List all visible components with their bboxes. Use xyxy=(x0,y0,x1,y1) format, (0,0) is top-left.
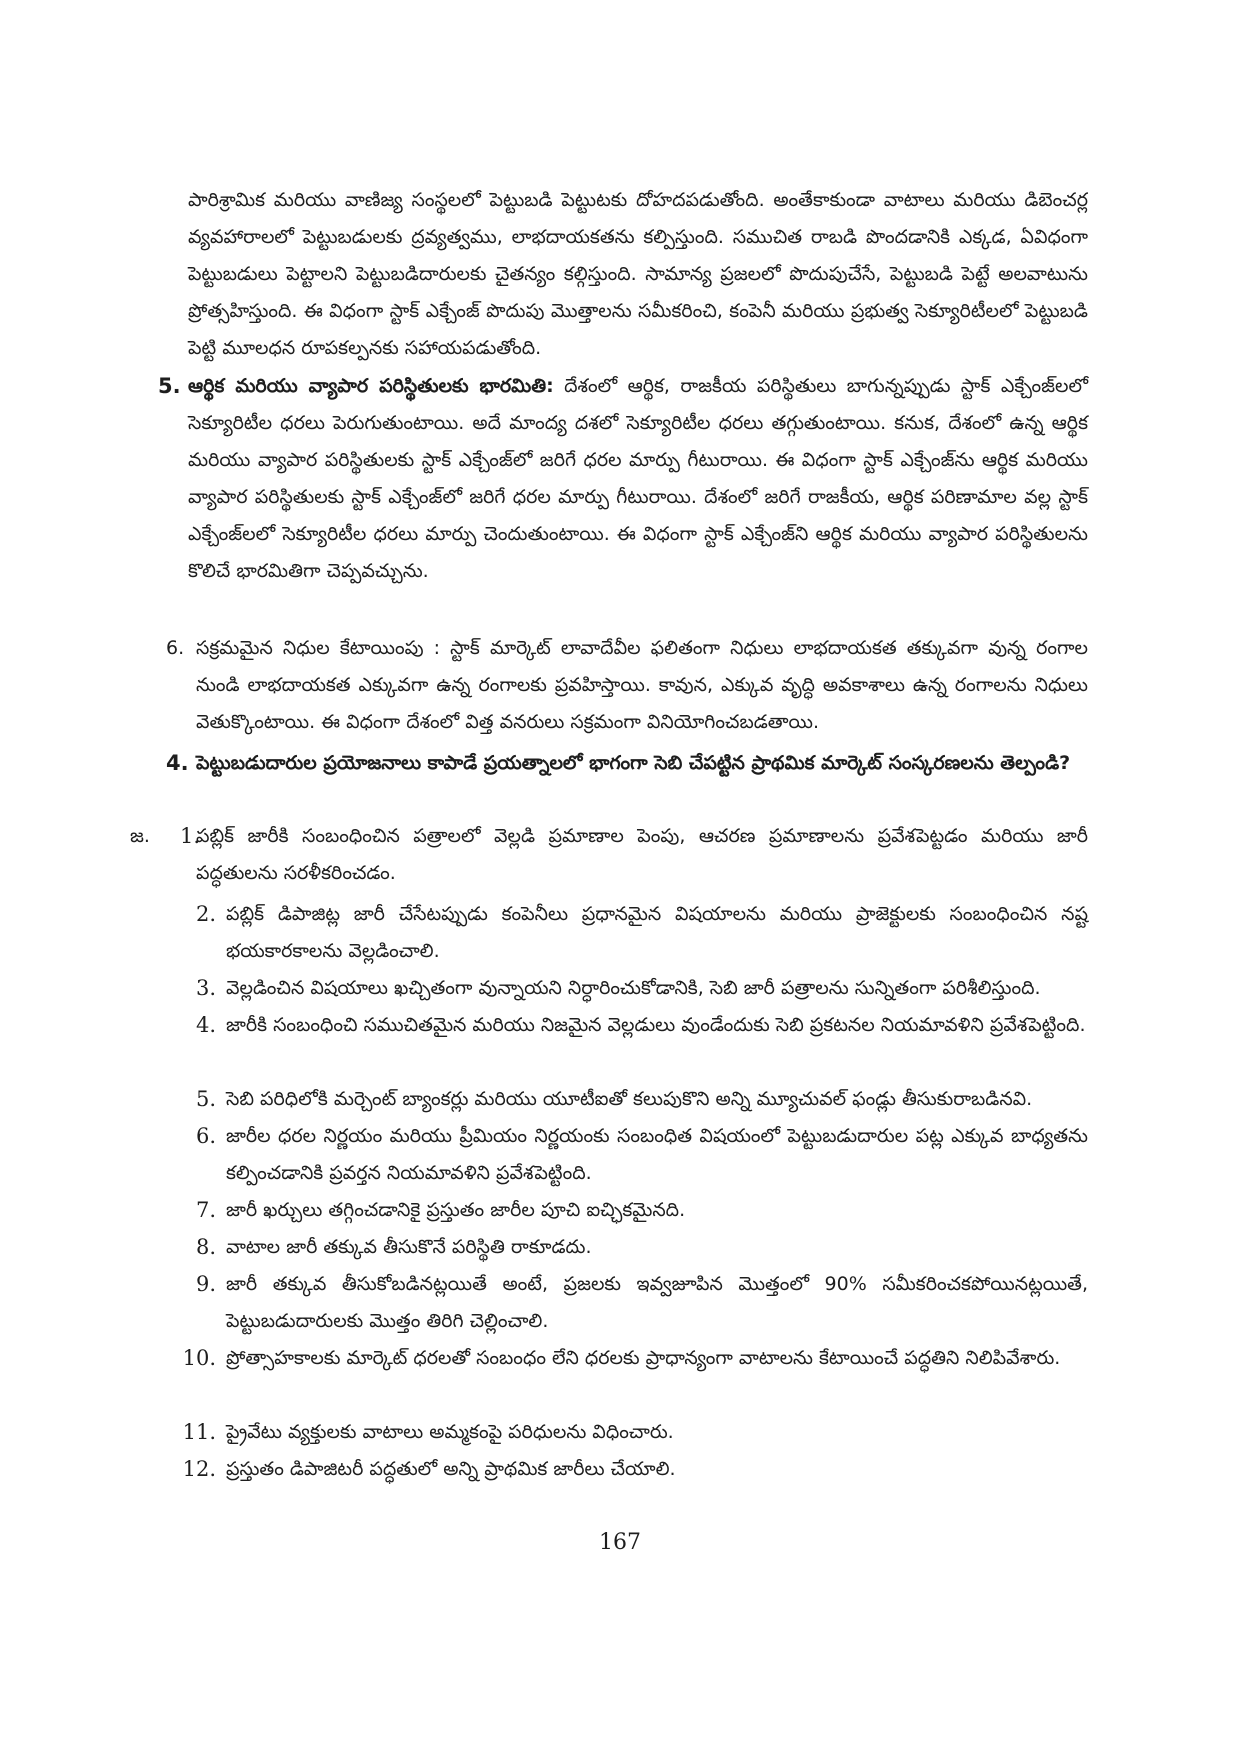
answer-marker: జ. xyxy=(130,825,150,847)
answer-8-text: వాటాల జారీ తక్కువ తీసుకొనే పరిస్థితి రాకూడదు. xyxy=(226,1236,592,1258)
point-5-marker: 5. xyxy=(158,374,181,398)
answer-11-number: 11. xyxy=(182,1420,216,1444)
intro-paragraph: పారిశ్రామిక మరియు వాణిజ్య సంస్థలలో పెట్టుబడి పెట్టుటకు దోహదపడుతోంది. అంతేకాకుండా వాటాలు మరియు డిబెంచర్ల వ్యవహారాలలో పెట్టుబడులకు ద్రవ్యత్వము, లాభదాయకతను కల్పిస్తుంది. సముచిత రాబడి పొందడానికి ఎక్కడ, ఏవిధంగా పెట్టుబడులు పెట్టాలని పెట్టుబడిదారులకు చైతన్యం కల్గిస్తుంది. సామాన్య ప్రజలలో పొదుపుచేసే, పెట్టుబడి పెట్టే అలవాటును ప్రోత్సహిస్తుంది. ఈ విధంగా స్టాక్ ఎక్చేంజ్ పొదుపు మొత్తాలను సమీకరించి, కంపెనీ మరియు ప్రభుత్వ సెక్యూరిటీలలో పెట్టుబడి పెట్టి మూలధన రూపకల్పనకు సహాయపడుతోంది. xyxy=(188,189,1088,359)
answer-5-number: 5. xyxy=(195,1087,216,1111)
answer-12-text: ప్రస్తుతం డిపాజిటరీ పద్ధతులో అన్ని ప్రాథమిక జారీలు చేయాలి. xyxy=(226,1458,676,1480)
page-number: 167 xyxy=(599,1530,641,1555)
point-5-paragraph xyxy=(188,368,1088,590)
answer-4-number: 4. xyxy=(195,1013,216,1037)
question-4-text: పెట్టుబడుదారుల ప్రయోజనాలు కాపాడే ప్రయత్నాలలో భాగంగా సెబి చేపట్టిన ప్రాథమిక మార్కెట్ సంస్కరణలను తెల్పండి? xyxy=(196,752,1071,774)
answer-8-number: 8. xyxy=(195,1235,216,1259)
answer-11-text: ప్రైవేటు వ్యక్తులకు వాటాలు అమ్మకంపై పరిధులను విధించారు. xyxy=(226,1421,674,1443)
answer-1-number: 1. xyxy=(179,824,200,848)
answer-4-text: జారీకి సంబంధించి సముచితమైన మరియు నిజమైన వెల్లడులు వుండేందుకు సెబి ప్రకటనల నియమావళిని ప్రవేశపెట్టింది. xyxy=(226,1014,1086,1036)
answer-10-text: ప్రోత్సాహకాలకు మార్కెట్ ధరలతో సంబంధం లేని ధరలకు ప్రాధాన్యంగా వాటాలను కేటాయించే పద్ధతిని నిలిపివేశారు. xyxy=(226,1347,1061,1369)
answer-3-number: 3. xyxy=(195,976,216,1000)
answer-12-number: 12. xyxy=(182,1457,216,1481)
answer-10-number: 10. xyxy=(182,1346,216,1370)
question-4-marker: 4. xyxy=(166,751,189,775)
answer-1-text: పబ్లిక్ జారీకి సంబంధించిన పత్రాలలో వెల్లడి ప్రమాణాల పెంపు, ఆచరణ ప్రమాణాలను ప్రవేశపెట్టడం మరియు జారీ పద్ధతులను సరళీకరించడం. xyxy=(196,825,1088,884)
answer-9-number: 9. xyxy=(195,1272,216,1296)
answer-3-text: వెల్లడించిన విషయాలు ఖచ్చితంగా వున్నాయని నిర్ధారించుకోడానికి, సెబి జారీ పత్రాలను సున్నితంగా పరిశీలిస్తుంది. xyxy=(226,977,1041,999)
answer-7-text: జారీ ఖర్చులు తగ్గించడానికై ప్రస్తుతం జారీల పూచి ఐచ్ఛికమైనది. xyxy=(226,1199,686,1221)
answer-6-number: 6. xyxy=(195,1124,216,1148)
answer-2-number: 2. xyxy=(195,902,216,926)
point-5-heading: ఆర్థిక మరియు వ్యాపార పరిస్థితులకు భారమితి: xyxy=(188,375,554,397)
answer-2-text: పబ్లిక్ డిపాజిట్ల జారీ చేసేటప్పుడు కంపెనీలు ప్రధానమైన విషయాలను మరియు ప్రాజెక్టులకు సంబంధించిన నష్ట భయకారకాలను వెల్లడించాలి. xyxy=(226,903,1088,962)
point-5-text: దేశంలో ఆర్థిక, రాజకీయ పరిస్థితులు బాగున్నప్పుడు స్టాక్ ఎక్చేంజ్‌లలో సెక్యూరిటీల ధరలు పెరుగుతుంటాయి. అదే మాంద్య దశలో సెక్యూరిటీల ధరలు తగ్గుతుంటాయి. కనుక, దేశంలో ఉన్న ఆర్థిక మరియు వ్యాపార పరిస్థితులకు స్టాక్ ఎక్చేంజ్‌లో జరిగే ధరల మార్పు గీటురాయి. ఈ విధంగా స్టాక్ ఎక్చేంజ్‌ను ఆర్థిక మరియు వ్యాపార పరిస్థితులకు స్టాక్ ఎక్చేంజ్‌లో జరిగే ధరల మార్పు గీటురాయి. దేశంలో జరిగే రాజకీయ, ఆర్థిక పరిణామాల వల్ల స్టాక్ ఎక్చేంజ్‌లలో సెక్యూరిటీల ధరలు మార్పు చెందుతుంటాయి. ఈ విధంగా స్టాక్ ఎక్చేంజ్‌ని ఆర్థిక మరియు వ్యాపార పరిస్థితులను కొలిచే భారమితిగా చెప్పవచ్చును. xyxy=(188,375,1089,582)
answer-9-text: జారీ తక్కువ తీసుకోబడినట్లయితే అంటే, ప్రజలకు ఇవ్వజూపిన మొత్తంలో 90% సమీకరించకపోయినట్లయితే, పెట్టుబడుదారులకు మొత్తం తిరిగి చెల్లించాలి. xyxy=(226,1273,1088,1332)
answer-7-number: 7. xyxy=(195,1198,216,1222)
answer-6-text: జారీల ధరల నిర్ణయం మరియు ప్రీమియం నిర్ణయంకు సంబంధిత విషయంలో పెట్టుబడుదారుల పట్ల ఎక్కువ బాధ్యతను కల్పించడానికి ప్రవర్తన నియమావళిని ప్రవేశపెట్టింది. xyxy=(226,1125,1088,1184)
point-6-paragraph: సక్రమమైన నిధుల కేటాయింపు : స్టాక్ మార్కెట్ లావాదేవీల ఫలితంగా నిధులు లాభదాయకత తక్కువగా వున్న రంగాల నుండి లాభదాయకత ఎక్కువగా ఉన్న రంగాలకు ప్రవహిస్తాయి. కావున, ఎక్కువ వృద్ధి అవకాశాలు ఉన్న రంగాలను నిధులు వెతుక్కొంటాయి. ఈ విధంగా దేశంలో విత్త వనరులు సక్రమంగా వినియోగించబడతాయి. xyxy=(196,637,1088,733)
answer-5-text: సెబి పరిధిలోకి మర్చెంట్ బ్యాంకర్లు మరియు యూటీఐతో కలుపుకొని అన్ని మ్యూచువల్ ఫండ్లు తీసుకురాబడినవి. xyxy=(226,1088,1033,1110)
point-6-marker: 6. xyxy=(166,637,185,659)
